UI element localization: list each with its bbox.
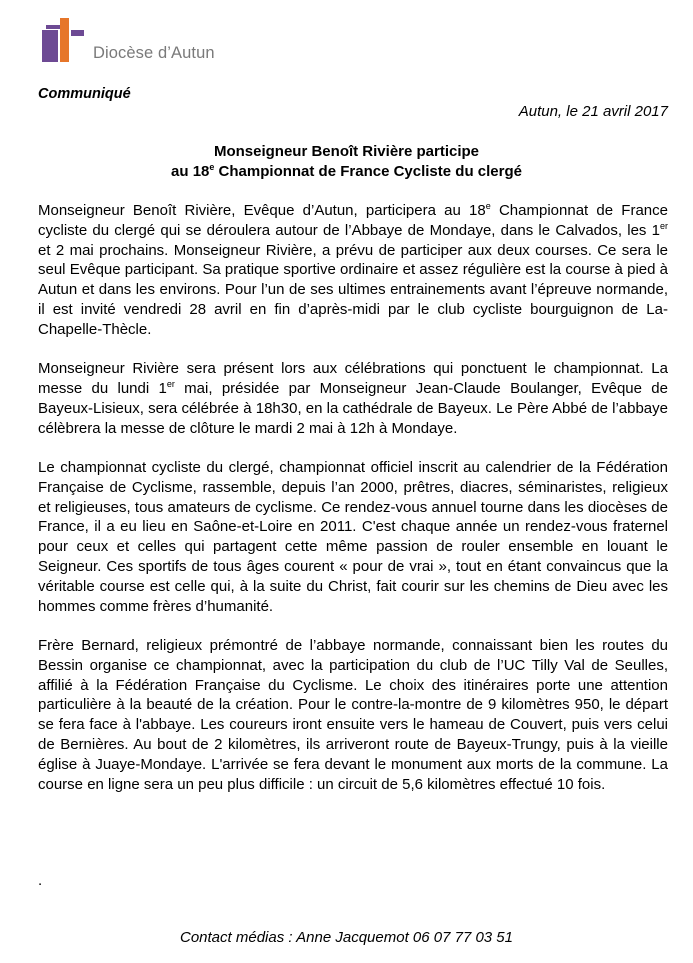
title-superscript: e (209, 162, 215, 172)
title-text-b: Championnat de France Cycliste du clergé (214, 163, 522, 180)
title-line-2 (0, 163, 693, 180)
paragraph-1 (38, 201, 668, 340)
p2-superscript-1: er (166, 378, 175, 389)
title-text-a: au 18 (171, 163, 210, 180)
p1-text-b: Championnat de France cycliste du clergé qui se déroulera autour de l’Abbaye de Mondaye, dans le Calvados, les 1 (38, 202, 668, 239)
media-contact: Contact médias : Anne Jacquemot 06 07 77 03 51 (180, 929, 513, 946)
paragraph-3: Le championnat cycliste du clergé, championnat officiel inscrit au calendrier de la Fédération Française de Cyclisme, rassemble, depuis l’an 2000, prêtres, diacres, séminaristes, religieux et religieuses, tous amateurs de cyclisme. Ce rendez-vous annuel tourne dans les diocèses de France, il a eu lieu en Saône-et-Loire en 2011. C'est chaque année un rendez-vous fraternel pour ceux et celles qui partagent cette même passion de rouler ensemble en louant le Seigneur. Ces sportifs de tous âges courent « pour de vrai », tout en étant convaincus que la véritable course est celle qui, à la suite du Christ, fait courir sur les chemins de Dieu avec les hommes comme frères d’humanité. (38, 458, 668, 615)
p1-superscript-2: er (659, 220, 668, 231)
p1-text-c: et 2 mai prochains. Monseigneur Rivière, a prévu de participer aux deux courses. Ce sera le seul Evêque participant. Sa pratique sportive ordinaire et assez régulière est la course à pied à Autun et dans les environs. Pour l’un de ses ultimes entrainements avant l’épreuve normande, il est invité vendredi 28 avril en fin d’après-midi par le club cycliste bourguignon de La-Chapelle-Thècle. (38, 241, 668, 338)
p1-superscript-1: e (485, 201, 491, 211)
dateline: Autun, le 21 avril 2017 (518, 103, 668, 120)
paragraph-4: Frère Bernard, religieux prémontré de l’abbaye normande, connaissant bien les routes du Bessin organise ce championnat, avec la participation du club de l’UC Tilly Val de Seulles, affilié à la Fédération Française du Cyclisme. Le choix des itinéraires porte une attention particulière à la beauté de la création. Pour le contre-la-montre de 9 kilomètres 950, le départ se fera face à l'abbaye. Les coureurs iront ensuite vers le hameau de Couvert, puis vers celui de Bernières. Au bout de 2 kilomètres, ils arriveront route de Bayeux-Trungy, puis à la vieille église à Juaye-Mondaye. L'arrivée se fera devant le monument aux morts de la commune. La course en ligne sera un peu plus difficile : un circuit de 5,6 kilomètres effectué 10 fois. (38, 636, 668, 793)
p2-text-a: Monseigneur Rivière sera présent lors aux célébrations qui ponctuent le championnat. La messe du lundi 1 (38, 360, 668, 397)
trailing-dot: . (38, 872, 43, 889)
document-label: Communiqué (38, 86, 131, 102)
paragraph-2 (38, 359, 668, 438)
article-body (38, 201, 668, 814)
title-line-1: Monseigneur Benoît Rivière participe (213, 143, 480, 160)
diocese-cross-icon (42, 18, 88, 62)
p2-text-b: mai, présidée par Monseigneur Jean-Claude Boulanger, Evêque de Bayeux-Lisieux, sera célébrée à 18h30, en la cathédrale de Bayeux. Le Père Abbé de l’abbaye célèbrera la messe de clôture le mardi 2 mai à 12h à Mondaye. (38, 379, 668, 437)
diocese-logo (42, 18, 232, 62)
logo-text: Diocèse d’Autun (93, 44, 215, 62)
p1-text-a: Monseigneur Benoît Rivière, Evêque d’Autun, participera au 18 (38, 202, 486, 219)
